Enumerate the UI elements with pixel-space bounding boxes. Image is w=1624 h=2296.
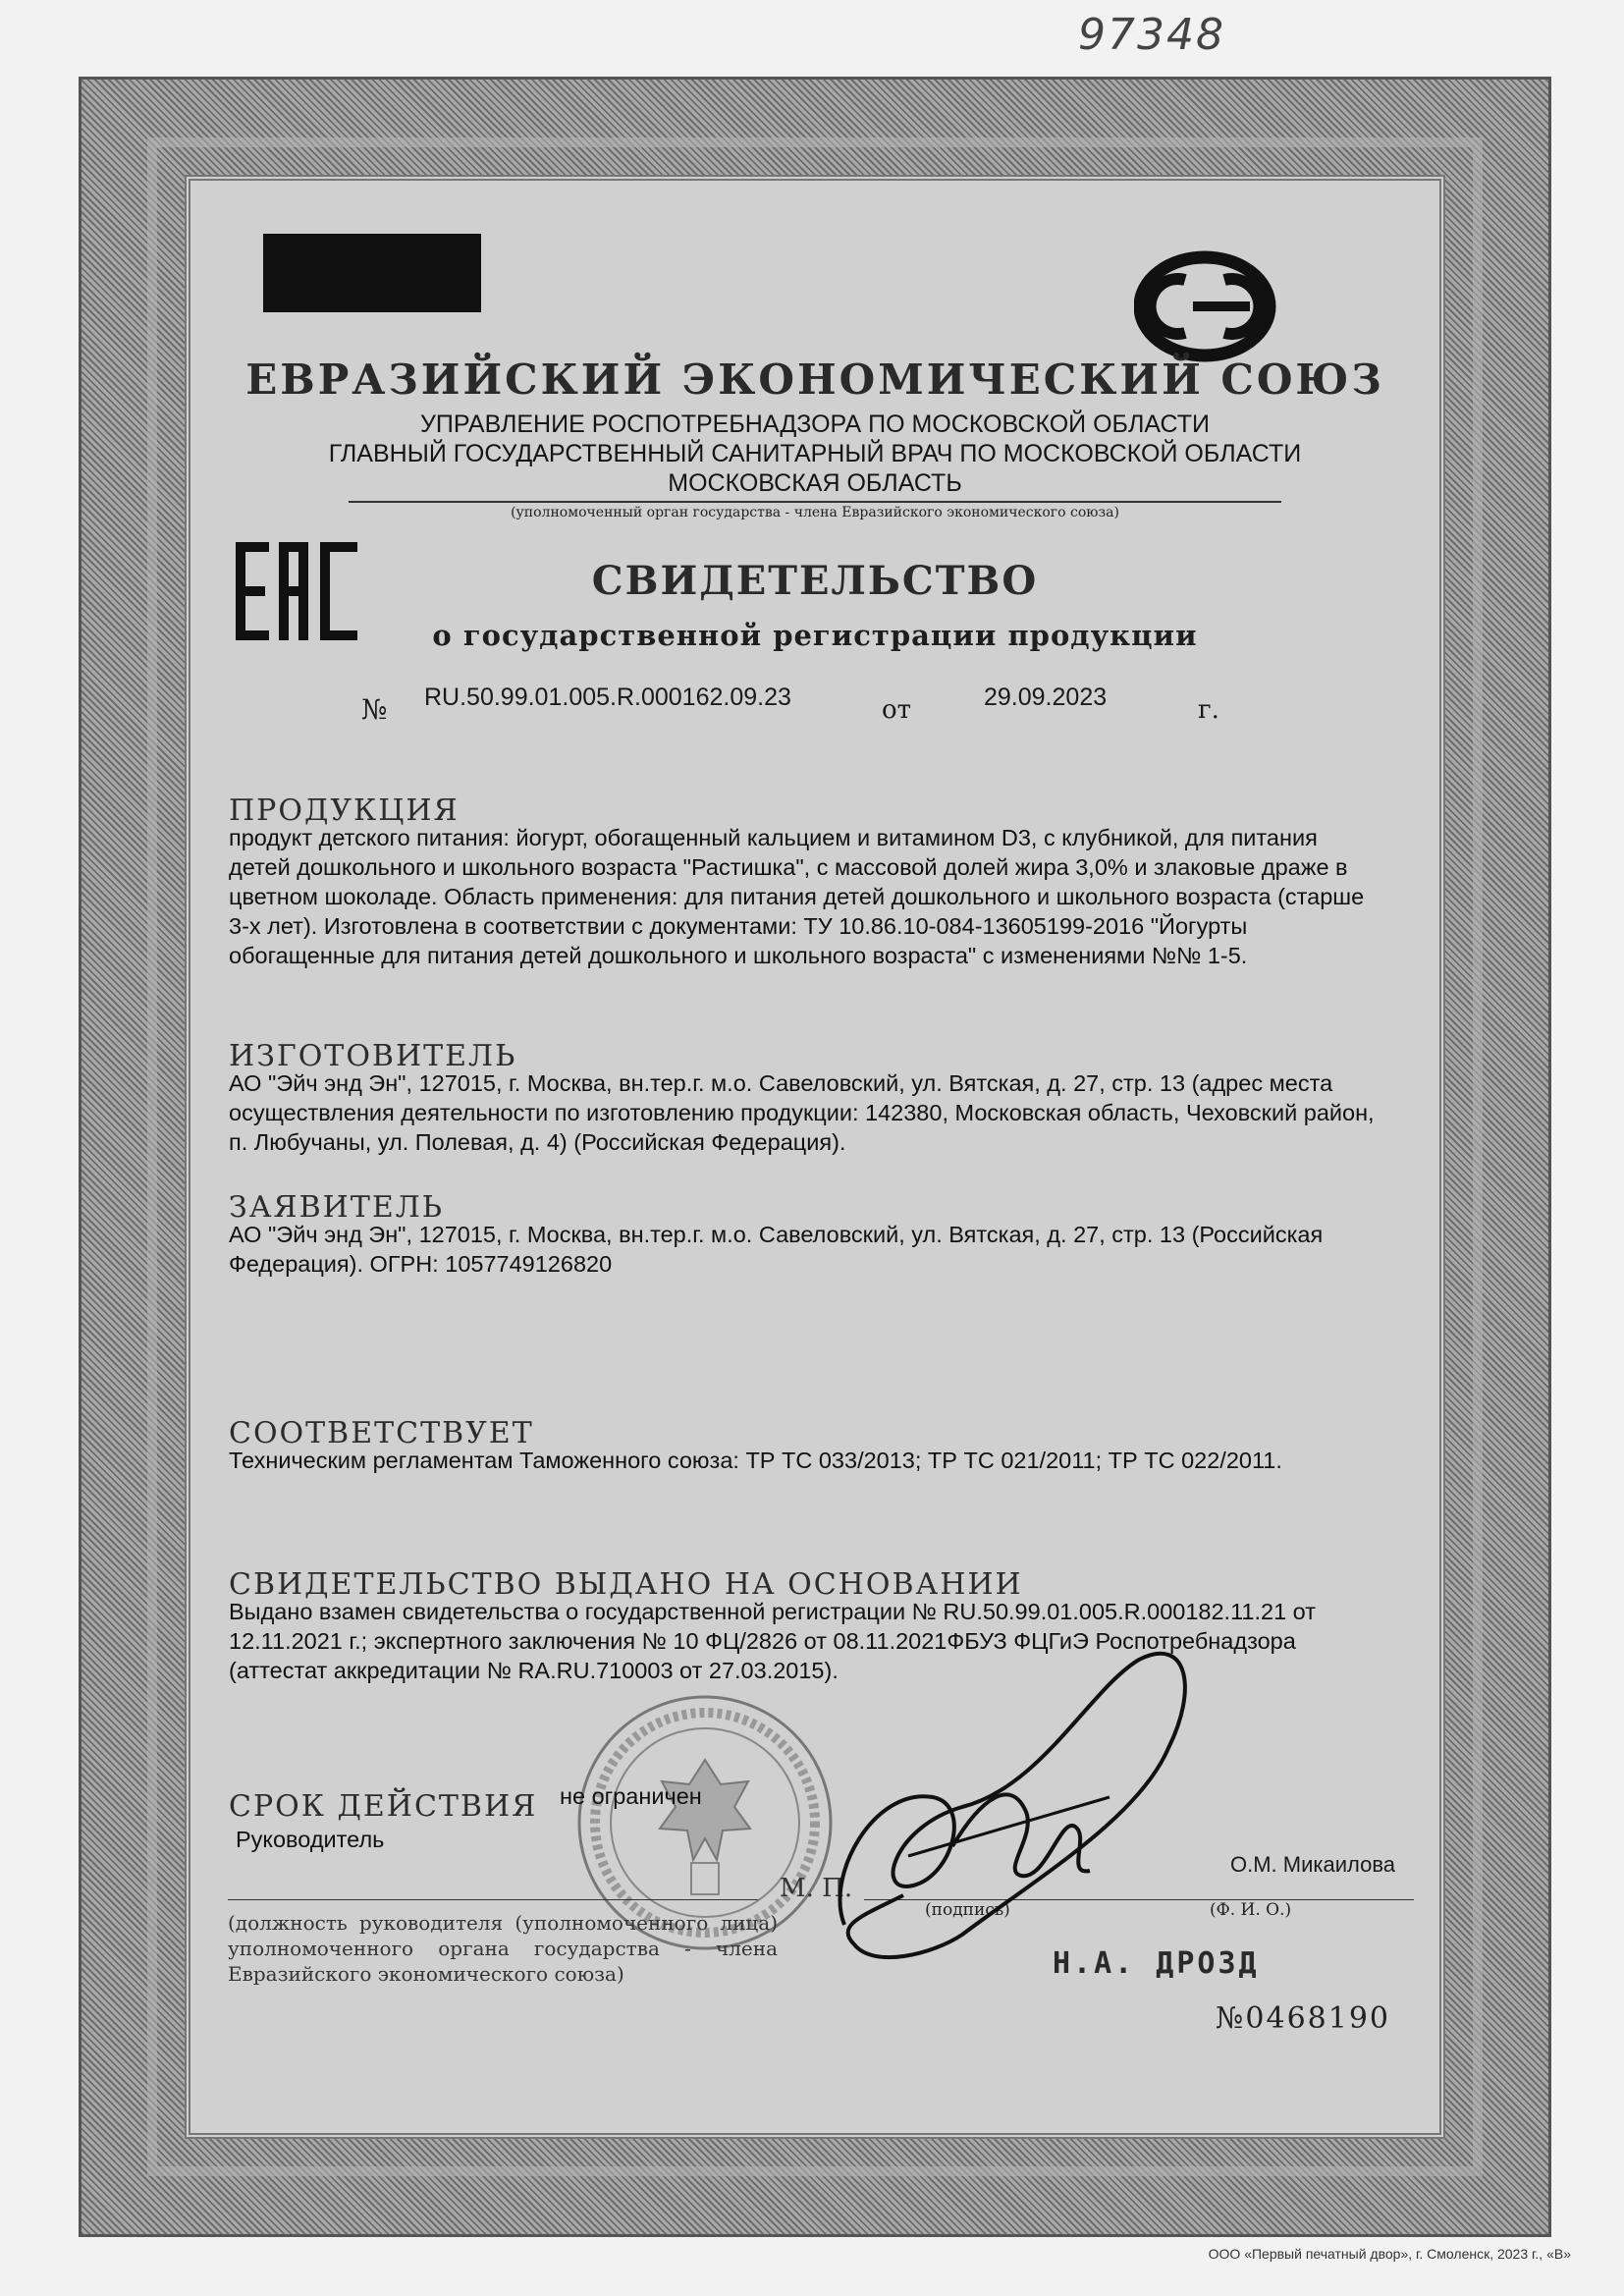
handwritten-number: 97348	[1078, 10, 1225, 60]
number-sign: №	[361, 693, 388, 726]
certificate-subtitle: о государственной регистрации продукции	[432, 619, 1198, 652]
authority-note: (уполномоченный орган государства - члена Евразийского экономического союза)	[511, 505, 1119, 520]
manufacturer-text	[229, 1068, 1436, 1157]
signature-caption: (подпись)	[925, 1900, 1010, 1920]
complies-heading: СООТВЕТСТВУЕТ	[229, 1416, 534, 1450]
from-label: от	[882, 695, 912, 725]
manufacturer-line: осуществления деятельности по изготовлению продукции: 142380, Московская область, Чеховский район,	[229, 1100, 1375, 1125]
product-heading: ПРОДУКЦИЯ	[229, 793, 460, 828]
certificate-number: RU.50.99.01.005.R.000162.09.23	[424, 683, 791, 711]
validity-value: не ограничен	[560, 1783, 702, 1809]
authority-line-2: ГЛАВНЫЙ ГОСУДАРСТВЕННЫЙ САНИТАРНЫЙ ВРАЧ ПО МОСКОВСКОЙ ОБЛАСТИ	[328, 440, 1302, 467]
manufacturer-heading: ИЗГОТОВИТЕЛЬ	[229, 1039, 517, 1073]
product-line: детей дошкольного и школьного возраста "Растишка", с массовой долей жира 3,0% и злаковые драже в	[229, 854, 1348, 880]
product-line: обогащенные для питания детей дошкольного и школьного возраста" с изменениями №№ 1-5.	[229, 943, 1248, 968]
basis-line: (аттестат аккредитации № RA.RU.710003 от 27.03.2015).	[229, 1658, 839, 1683]
validity-heading: СРОК ДЕЙСТВИЯ	[229, 1789, 538, 1824]
basis-heading: СВИДЕТЕЛЬСТВО ВЫДАНО НА ОСНОВАНИИ	[229, 1567, 1023, 1602]
complies-text	[229, 1446, 1436, 1475]
printer-line: ООО «Первый печатный двор», г. Смоленск, 2023 г., «В»	[1208, 2246, 1571, 2262]
handwritten-signature-icon	[815, 1630, 1227, 1994]
manufacturer-line: АО "Эйч энд Эн", 127015, г. Москва, вн.тер.г. м.о. Савеловский, ул. Вятская, д. 27, стр. 13 (адрес места	[229, 1070, 1333, 1096]
applicant-text	[229, 1220, 1436, 1279]
product-line: цветном шоколаде. Область применения: для питания детей дошкольного и школьного возраста (старше	[229, 884, 1365, 909]
redacted-block	[263, 234, 481, 312]
union-title: ЕВРАЗИЙСКИЙ ЭКОНОМИЧЕСКИЙ СОЮЗ	[245, 355, 1384, 404]
authority-line-3: МОСКОВСКАЯ ОБЛАСТЬ	[668, 469, 962, 497]
role-label: Руководитель	[236, 1827, 385, 1852]
name-caption: (Ф. И. О.)	[1210, 1900, 1292, 1920]
year-suffix: г.	[1198, 695, 1219, 725]
manufacturer-line: п. Любучаны, ул. Полевая, д. 4) (Российская Федерация).	[229, 1129, 846, 1155]
manager-name: О.М. Микаилова	[1230, 1852, 1396, 1877]
stamp-name: Н.А. ДРОЗД	[1053, 1946, 1260, 1981]
authority-divider	[349, 501, 1281, 503]
se-logo-icon	[1134, 250, 1276, 363]
basis-line: Выдано взамен свидетельства о государственной регистрации № RU.50.99.01.005.R.000182.11.21 от	[229, 1599, 1316, 1624]
basis-line: 12.11.2021 г.; экспертного заключения № 10 ФЦ/2826 от 08.11.2021ФБУЗ ФЦГиЭ Роспотребнадзора	[229, 1628, 1296, 1654]
complies-line: Техническим регламентам Таможенного союза: ТР ТС 033/2013; ТР ТС 021/2011; ТР ТС 022/2011.	[229, 1448, 1282, 1473]
applicant-line: Федерация). ОГРН: 1057749126820	[229, 1251, 613, 1277]
certificate-title: СВИДЕТЕЛЬСТВО	[591, 558, 1039, 604]
certificate-date: 29.09.2023	[984, 683, 1108, 711]
serial-number: №0468190	[1216, 2001, 1390, 2036]
signature-rule-left	[228, 1899, 758, 1900]
applicant-line: АО "Эйч энд Эн", 127015, г. Москва, вн.тер.г. м.о. Савеловский, ул. Вятская, д. 27, стр. 13 (Российская	[229, 1222, 1324, 1247]
product-text	[229, 823, 1436, 970]
product-line: продукт детского питания: йогурт, обогащенный кальцием и витамином D3, с клубникой, для питания	[229, 825, 1318, 850]
seal-place-label: М. П.	[780, 1874, 853, 1903]
applicant-heading: ЗАЯВИТЕЛЬ	[229, 1190, 445, 1225]
role-note: (должность руководителя (уполномоченного лица) уполномоченного органа государства - члена Евразийского экономического союза)	[228, 1911, 778, 1986]
product-line: 3-х лет). Изготовлена в соответствии с документами: ТУ 10.86.10-084-13605199-2016 "Йогурты	[229, 913, 1248, 939]
authority-line-1: УПРАВЛЕНИЕ РОСПОТРЕБНАДЗОРА ПО МОСКОВСКОЙ ОБЛАСТИ	[420, 410, 1210, 438]
